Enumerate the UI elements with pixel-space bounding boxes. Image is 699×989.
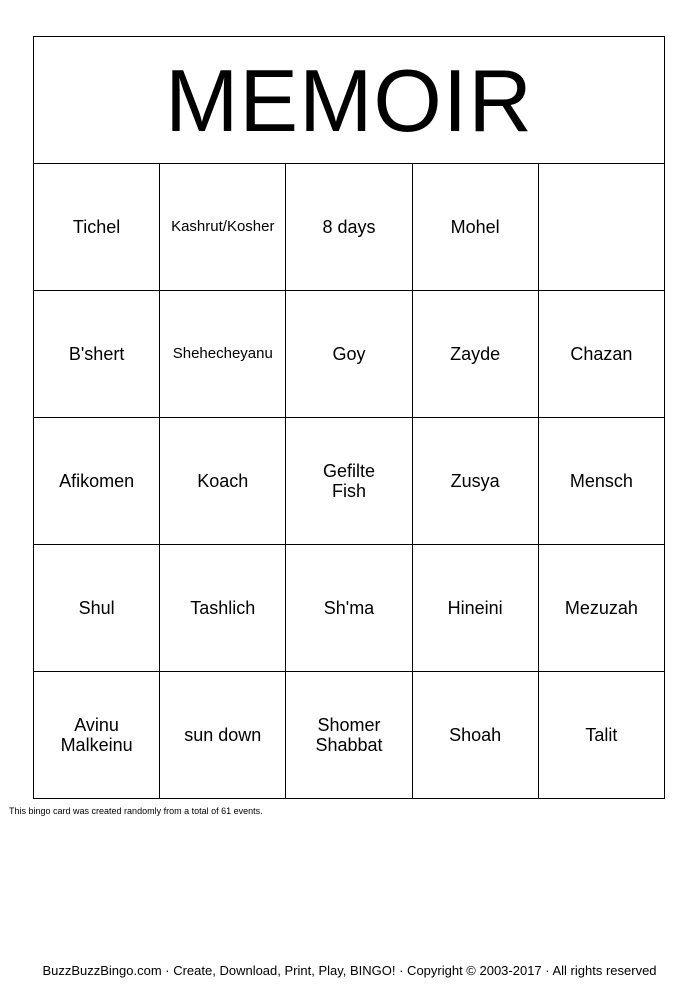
bingo-cell-text: Shoah [449, 725, 502, 745]
bingo-cell [160, 418, 286, 545]
bingo-cell [538, 418, 664, 545]
generation-note: This bingo card was created randomly from a total of 61 events. [9, 806, 263, 816]
card-title: MEMOIR [165, 51, 533, 150]
bingo-cell [286, 291, 412, 418]
bingo-card [33, 36, 665, 799]
bingo-cell-text: Goy [332, 344, 366, 364]
bingo-cell-text: Tichel [72, 217, 121, 237]
card-row [34, 291, 665, 418]
bingo-cell [160, 672, 286, 799]
card-row [34, 418, 665, 545]
bingo-cell-empty [538, 164, 664, 291]
bingo-cell-text: Avinu Malkeinu [60, 715, 133, 755]
bingo-cell-text: Afikomen [59, 471, 135, 491]
bingo-cell [412, 418, 538, 545]
bingo-cell [160, 164, 286, 291]
bingo-cell [286, 164, 412, 291]
bingo-cell-text: Shul [78, 598, 115, 618]
bingo-cell-text: Kashrut/Kosher [171, 218, 275, 235]
bingo-cell [160, 545, 286, 672]
bingo-cell [34, 545, 160, 672]
bingo-cell-text: Koach [197, 471, 249, 491]
bingo-cell [286, 672, 412, 799]
bingo-cell-text: Shehecheyanu [172, 345, 273, 362]
bingo-cell [34, 672, 160, 799]
bingo-cell [34, 291, 160, 418]
site-footer: BuzzBuzzBingo.com · Create, Download, Print, Play, BINGO! · Copyright © 2003-2017 · All rights reserved [42, 963, 657, 978]
bingo-cell [412, 545, 538, 672]
bingo-cell [412, 672, 538, 799]
bingo-cell [538, 545, 664, 672]
bingo-cell-text: Gefilte Fish [322, 461, 375, 501]
bingo-cell [160, 291, 286, 418]
card-row [34, 545, 665, 672]
bingo-cell-text: Chazan [570, 344, 633, 364]
bingo-cell-text: Mezuzah [564, 598, 638, 618]
bingo-cell-text: 8 days [322, 217, 376, 237]
bingo-cell [286, 418, 412, 545]
bingo-cell-text: sun down [184, 725, 262, 745]
card-row [34, 164, 665, 291]
bingo-cell-text: Hineini [447, 598, 503, 618]
bingo-cell [34, 418, 160, 545]
bingo-cell [34, 164, 160, 291]
bingo-cell-text: Mensch [569, 471, 633, 491]
card-title-cell [34, 37, 665, 164]
bingo-cell-text: B'shert [68, 344, 125, 364]
bingo-cell [538, 291, 664, 418]
bingo-cell [286, 545, 412, 672]
bingo-cell-text: Talit [585, 725, 618, 745]
bingo-cell-text: Zayde [450, 344, 501, 364]
bingo-cell-text: Shomer Shabbat [315, 715, 383, 755]
bingo-cell-text: Tashlich [190, 598, 256, 618]
bingo-cell [538, 672, 664, 799]
card-row [34, 672, 665, 799]
bingo-cell-text: Mohel [450, 217, 500, 237]
bingo-cell [412, 291, 538, 418]
bingo-cell-text: Zusya [450, 471, 500, 491]
bingo-cell [412, 164, 538, 291]
bingo-cell-text: Sh'ma [323, 598, 375, 618]
